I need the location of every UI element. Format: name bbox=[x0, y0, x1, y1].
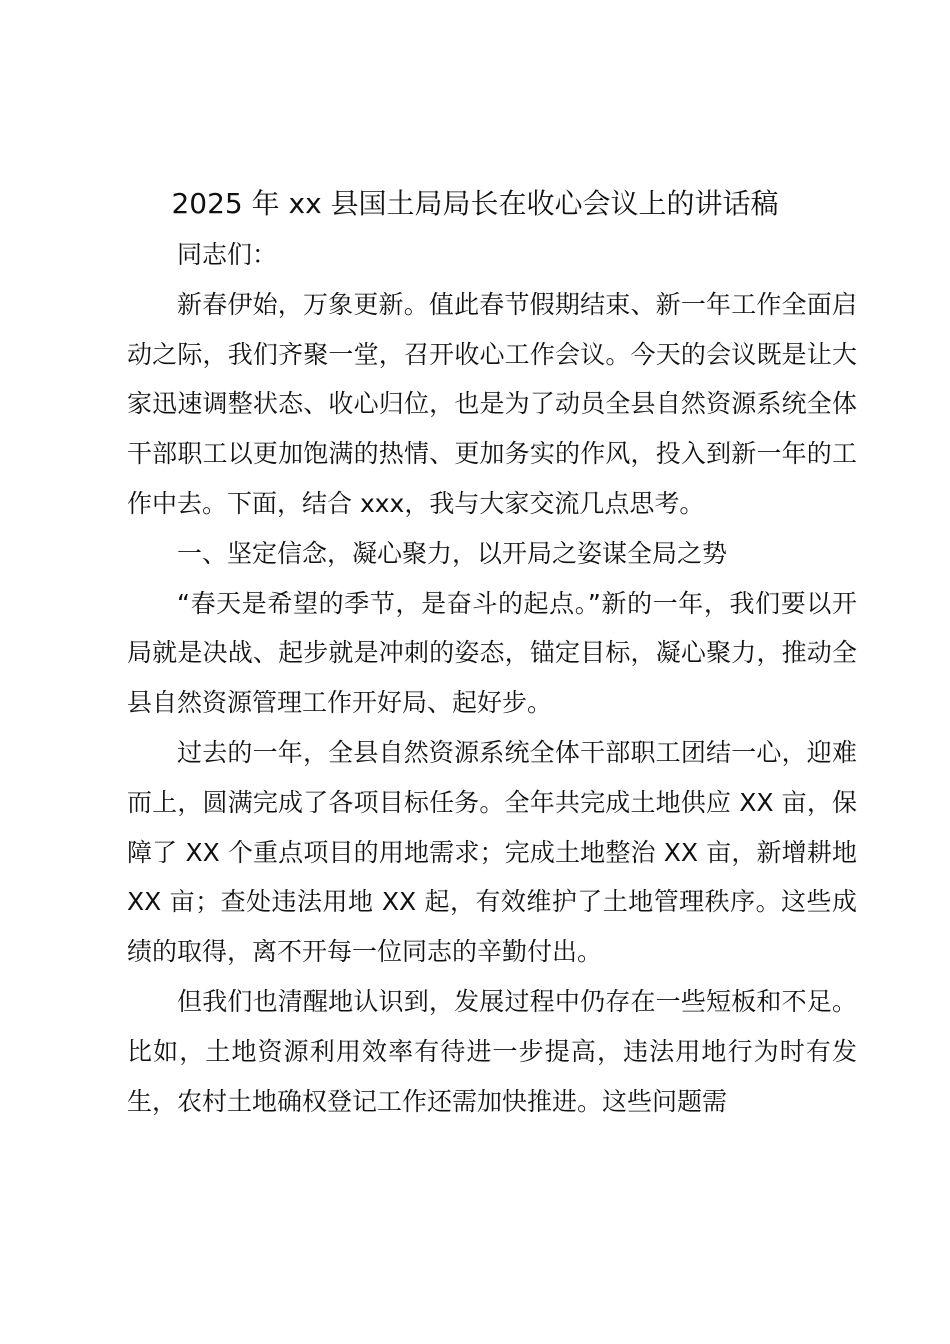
salutation: 同志们： bbox=[177, 240, 278, 269]
section-heading-1: 一、坚定信念，凝心聚力，以开局之姿谋全局之势 bbox=[177, 538, 728, 568]
paragraph-shortcomings: 但我们也清醒地认识到，发展过程中仍存在一些短板和不足。比如，土地资源利用效率有待进一步提高，违法用地行为时有发生，农村土地确权登记工作还需加快推进。这些问题需 bbox=[127, 986, 857, 1116]
paragraph-quote: “春天是希望的季节，是奋斗的起点。”新的一年，我们要以开局就是决战、起步就是冲刺的姿态，锚定目标，凝心聚力，推动全县自然资源管理工作开好局、起好步。 bbox=[127, 588, 857, 718]
document-body bbox=[127, 230, 857, 1126]
paragraph-achievements: 过去的一年，全县自然资源系统全体干部职工团结一心，迎难而上，圆满完成了各项目标任务。全年共完成土地供应 XX 亩，保障了 XX 个重点项目的用地需求；完成土地整治 XX 亩，新增耕地 XX 亩；查处违法用地 XX 起，有效维护了土地管理秩序。这些成绩的取得，离不开每一位同志的辛勤付出。 bbox=[127, 737, 857, 967]
paragraph-opening: 新春伊始，万象更新。值此春节假期结束、新一年工作全面启动之际，我们齐聚一堂，召开收心工作会议。今天的会议既是让大家迅速调整状态、收心归位，也是为了动员全县自然资源系统全体干部职工以更加饱满的热情、更加务实的作风，投入到新一年的工作中去。下面，结合 xxx，我与大家交流几点思考。 bbox=[127, 289, 857, 518]
document-title: 2025 年 xx 县国土局局长在收心会议上的讲话稿 bbox=[171, 187, 779, 220]
